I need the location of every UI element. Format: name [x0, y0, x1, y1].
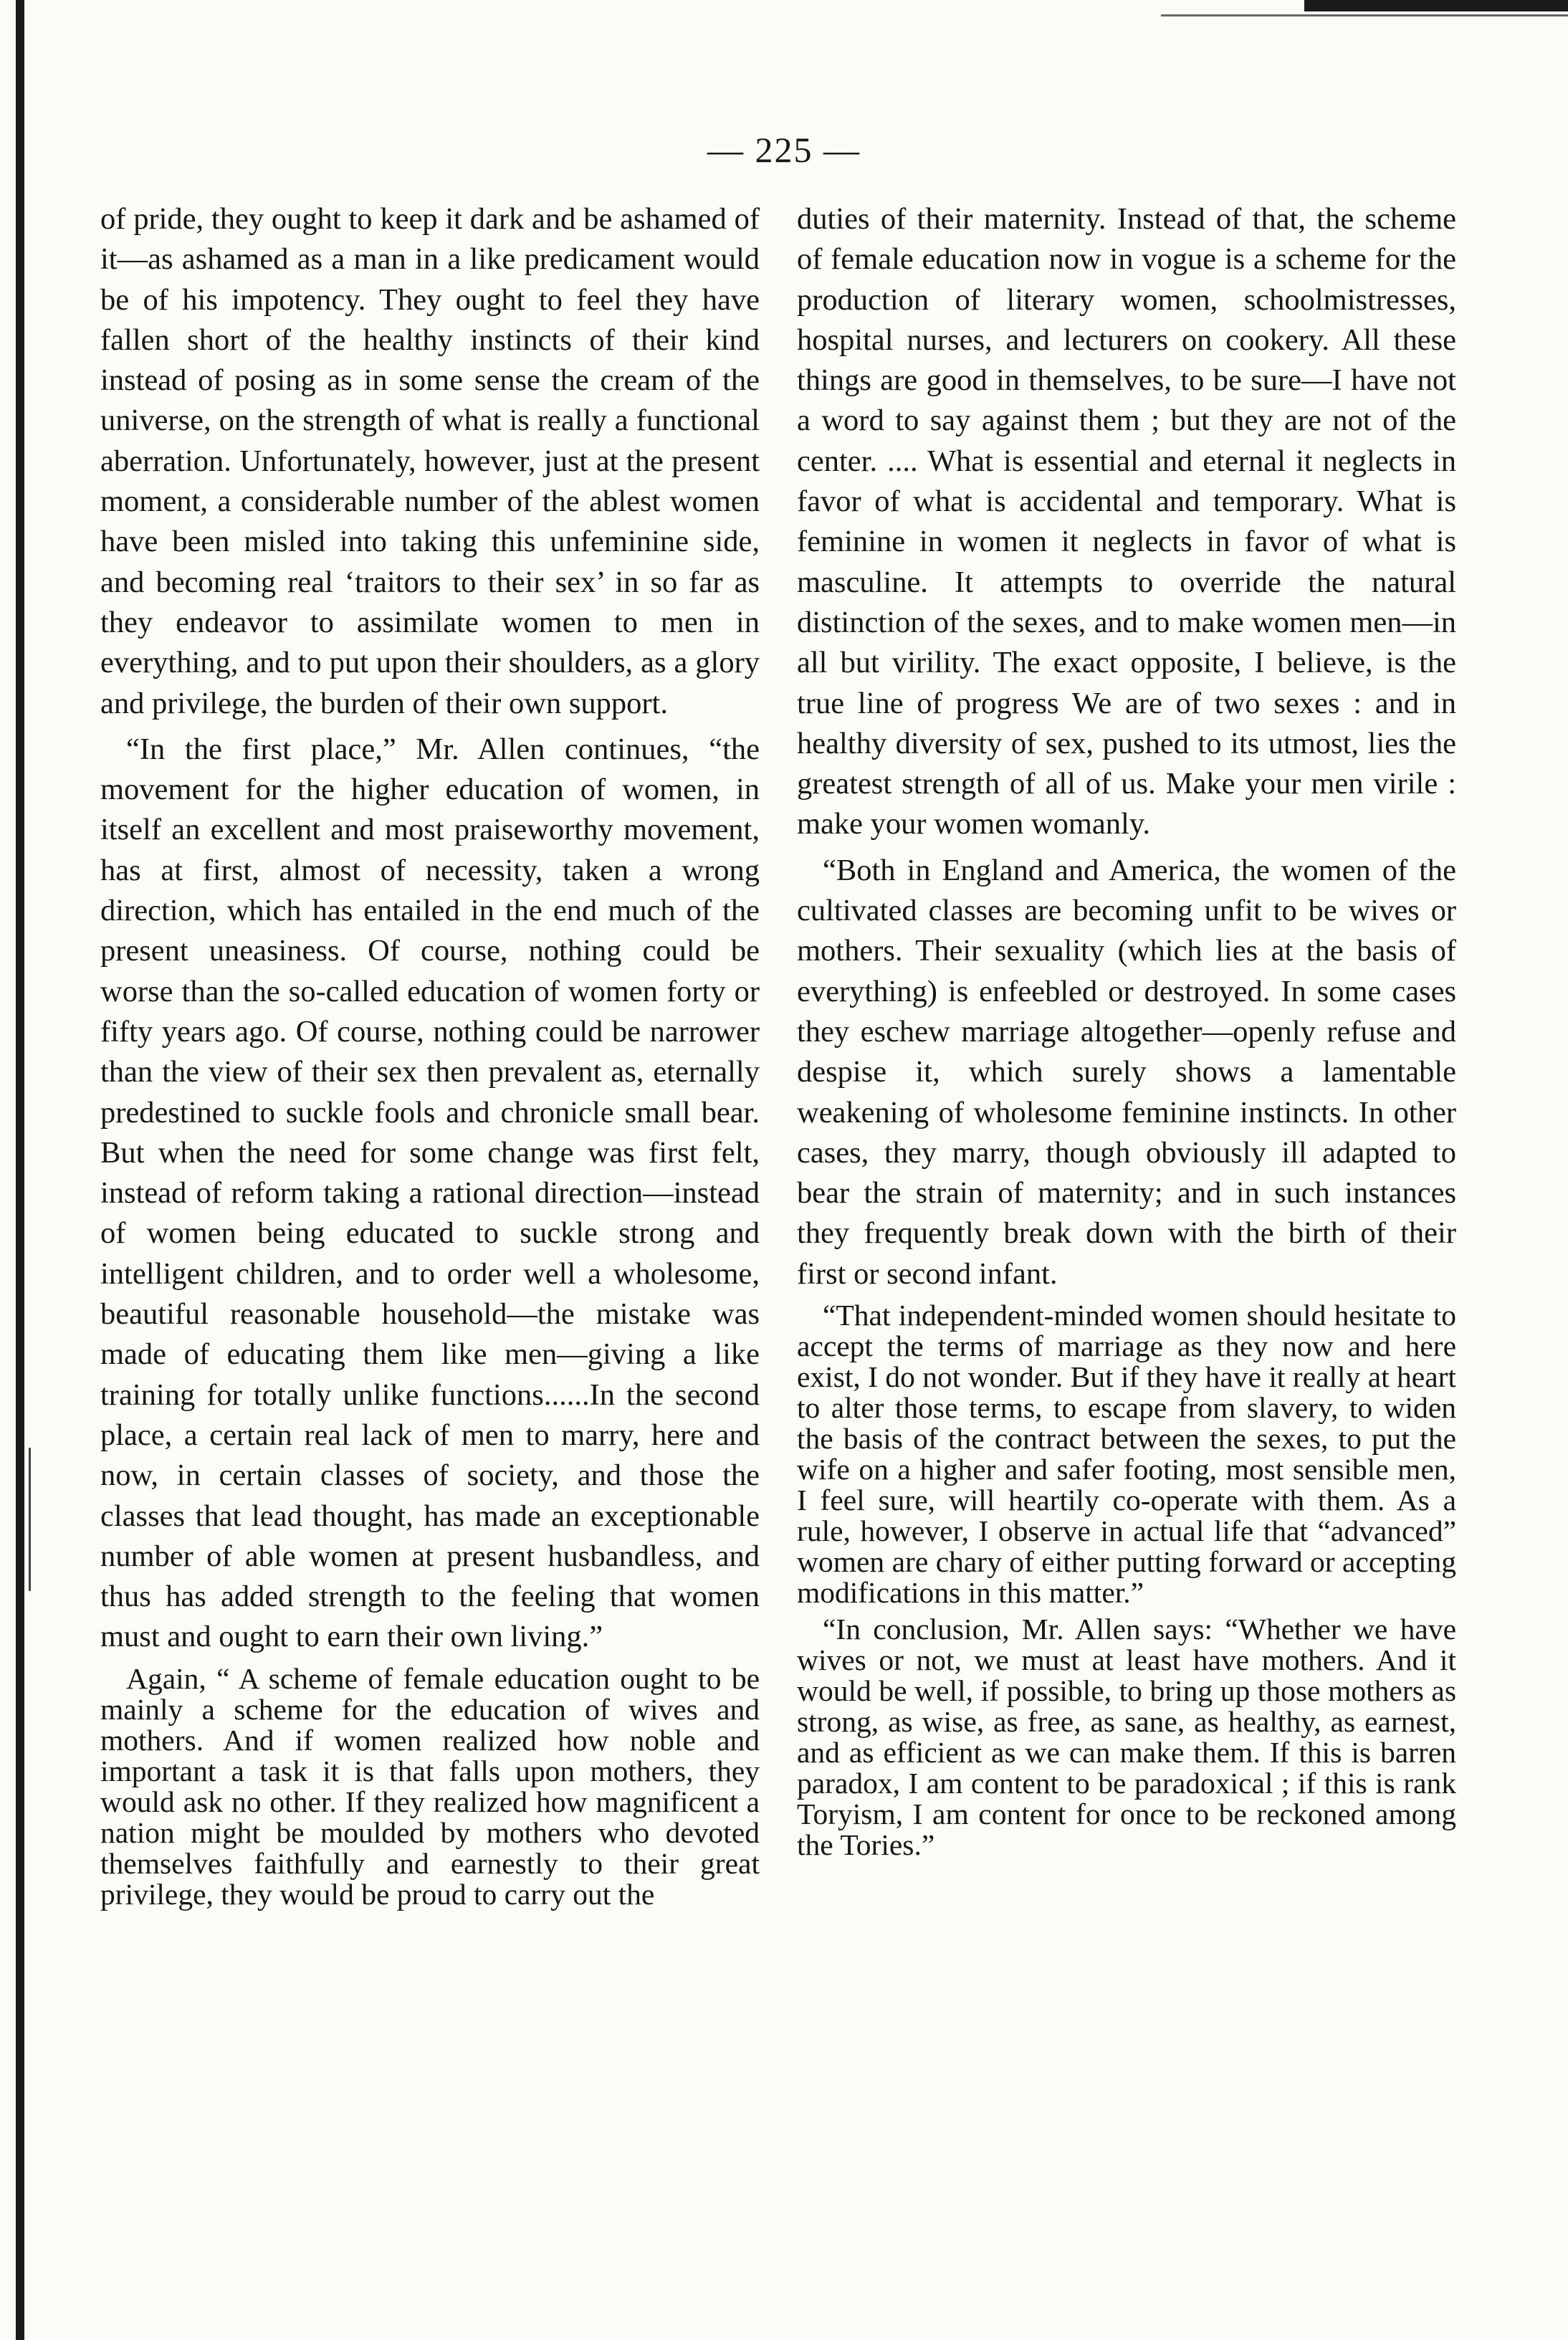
- top-corner-rule: [1304, 0, 1568, 11]
- right-paragraph-3: “That independent-minded women should hesitate to accept the terms of marriage as they now and here exist, I do not wonder. But if they have it really at heart to alter those terms, to escape from slavery, to widen the basis of the contract between the sexes, to put the wife on a higher and safer footing, most sensible men, I feel sure, will heartily co-operate with them. As a rule, however, I observe in actual life that “advanced” women are chary of either putting forward or accepting modifications in this matter.”: [797, 1299, 1456, 1610]
- top-corner-rule-thin: [1161, 14, 1568, 16]
- right-paragraph-2: “Both in England and America, the women of the cultivated classes are becoming unfit to be wives or mothers. Their sexuality (which lies at the basis of everything) is enfeebled or destroyed. In some cases they eschew marriage altogether—openly refuse and despise it, which surely shows a lamentable weakening of wholesome feminine instincts. In other cases, they marry, though obviously ill adapted to bear the strain of maternity; and in such instances they frequently break down with the birth of their first or second infant.: [797, 853, 1456, 1291]
- left-paragraph-3: Again, “ A scheme of female education ought to be mainly a scheme for the education of wives and mothers. And if women realized how noble and important a task it is that falls upon mothers, they would ask no other. If they realized how magnificent a nation might be moulded by mothers who devoted themselves faithfully and earnestly to their great privilege, they would be proud to carry out the: [100, 1661, 760, 1911]
- left-margin-rule-thin: [29, 1448, 31, 1591]
- page-number: — 225 —: [707, 130, 861, 170]
- left-column: [100, 199, 760, 1916]
- left-margin-rule: [16, 0, 24, 2340]
- right-paragraph-1: duties of their maternity. Instead of that, the scheme of female education now in vogue is a scheme for the production of literary women, schoolmistresses, hospital nurses, and lecturers on cookery. All these things are good in themselves, to be sure—I have not a word to say against them ; but they are not of the center. .... What is essential and eternal it neglects in favor of what is accidental and temporary. What is feminine in women it neglects in favor of what is masculine. It attempts to override the natural distinction of the sexes, and to make women men—in all but virility. The exact opposite, I believe, is the true line of progress We are of two sexes : and in healthy diversity of sex, pushed to its utmost, lies the greatest strength of all of us. Make your men virile : make your women womanly.: [797, 202, 1456, 841]
- left-paragraph-1: of pride, they ought to keep it dark and be ashamed of it—as ashamed as a man in a like predicament would be of his impotency. They ought to feel they have fallen short of the healthy instincts of their kind instead of posing as in some sense the cream of the universe, on the strength of what is really a functional aberration. Unfortunately, however, just at the present moment, a considerable number of the ablest women have been misled into taking this unfeminine side, and becoming real ‘traitors to their sex’ in so far as they endeavor to assimilate women to men in everything, and to put upon their shoulders, as a glory and privilege, the burden of their own support.: [100, 202, 760, 720]
- right-paragraph-4: “In conclusion, Mr. Allen says: “Whether we have wives or not, we must at least have mothers. And it would be well, if possible, to bring up those mothers as strong, as wise, as free, as sane, as healthy, as earnest, and as efficient as we can make them. If this is barren paradox, I am content to be paradoxical ; if this is rank Toryism, I am content for once to be reckoned among the Tories.”: [797, 1613, 1456, 1862]
- left-paragraph-2: “In the first place,” Mr. Allen continues, “the movement for the higher education of women, in itself an excellent and most praiseworthy movement, has at first, almost of necessity, taken a wrong direction, which has entailed in the end much of the present uneasiness. Of course, nothing could be worse than the so-called education of women forty or fifty years ago. Of course, nothing could be narrower than the view of their sex then prevalent as, eternally predestined to suckle fools and chronicle small bear. But when the need for some change was first felt, instead of reform taking a rational direction—instead of women being educated to suckle strong and intelligent children, and to order well a wholesome, beautiful reasonable household—the mistake was made of educating them like men—giving a like training for totally unlike functions......In the second place, a certain real lack of men to marry, here and now, in certain classes of society, and those the classes that lead thought, has made an exceptionable number of able women at present husbandless, and thus has added strength to the feeling that women must and ought to earn their own living.”: [100, 732, 760, 1654]
- right-column: [797, 199, 1456, 1866]
